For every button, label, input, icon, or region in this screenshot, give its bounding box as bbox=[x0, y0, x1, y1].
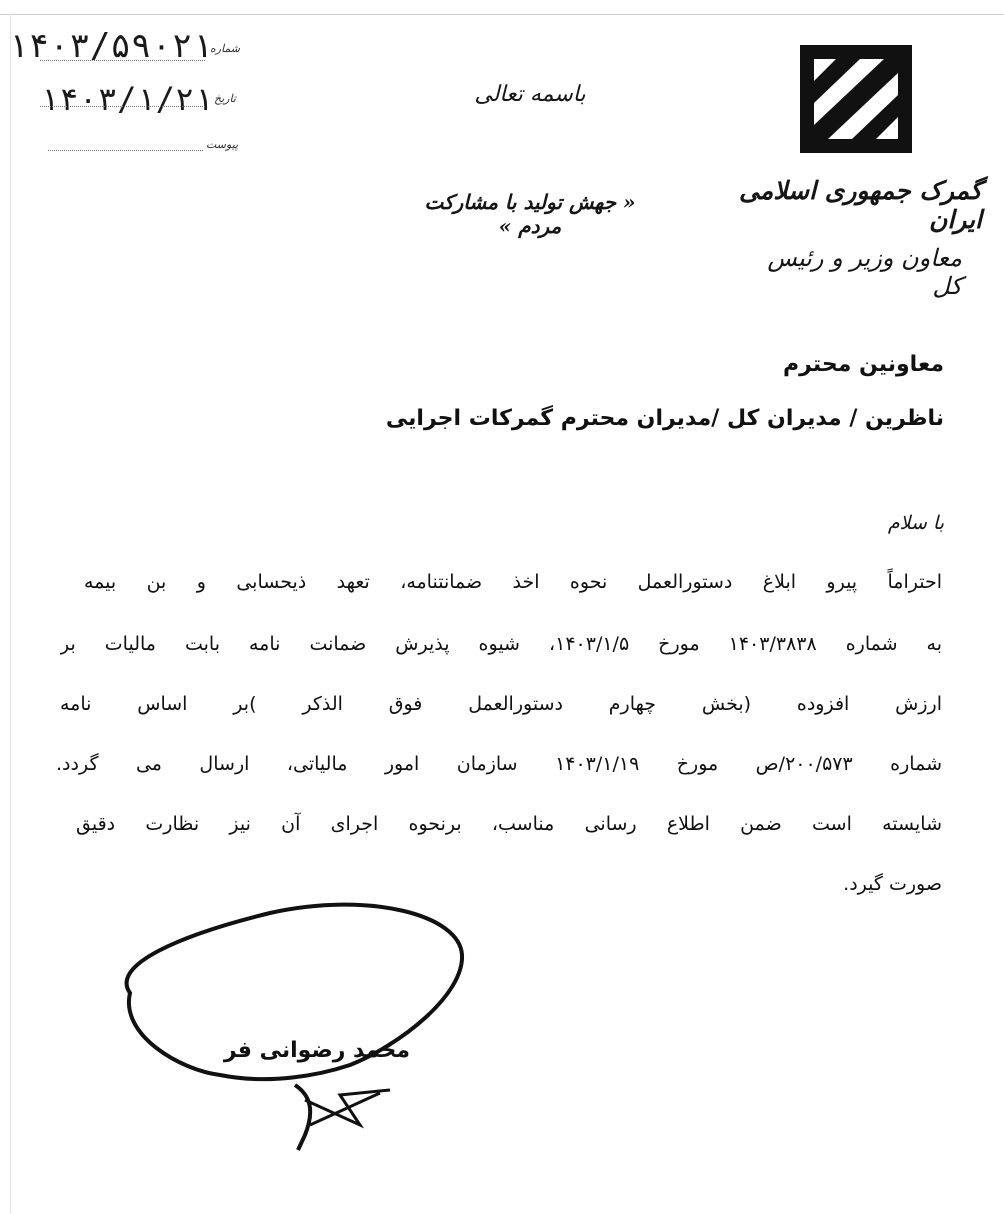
letter-date-label: تاریخ bbox=[214, 92, 236, 105]
letter-number-label: شماره bbox=[210, 42, 241, 55]
signatory-name: محمد رضوانی فر bbox=[223, 1038, 410, 1063]
body-line: شماره ۲۰۰/۵۷۳/ص مورخ ۱۴۰۳/۱/۱۹ سازمان امور مالیاتی، ارسال می گردد. bbox=[56, 753, 942, 775]
body-line: احتراماً پیرو ابلاغ دستورالعمل نحوه اخذ ضمانتنامه، تعهد ذیحسابی و بن بیمه bbox=[84, 571, 942, 593]
number-dotted-line bbox=[40, 60, 205, 61]
page-top-edge bbox=[0, 0, 1004, 15]
iran-customs-logo bbox=[800, 45, 912, 153]
body-line: شایسته است ضمن اطلاع رسانی مناسب، برنحوه اجرای آن نیز نظارت دقیق bbox=[76, 813, 942, 835]
page-left-edge bbox=[10, 14, 11, 1214]
attachment-label: پیوست bbox=[206, 138, 239, 151]
greeting-text: با سلام bbox=[887, 512, 944, 534]
body-line: صورت گیرد. bbox=[843, 873, 942, 895]
slogan-text: « جهش تولید با مشارکت مردم » bbox=[424, 190, 636, 238]
date-dotted-line bbox=[40, 106, 205, 107]
recipients-line-2: ناظرین / مدیران کل /مدیران محترم گمرکات اجرایی bbox=[385, 406, 944, 431]
office-title: معاون وزیر و رئیس کل bbox=[767, 244, 962, 300]
invocation-text: باسمه تعالی bbox=[474, 82, 586, 107]
body-line: به شماره ۱۴۰۳/۳۸۳۸ مورخ ۱۴۰۳/۱/۵، شیوه پذیرش ضمانت نامه بابت مالیات بر bbox=[60, 633, 942, 655]
handwritten-signature bbox=[100, 895, 480, 1155]
recipients-line-1: معاونین محترم bbox=[783, 352, 944, 377]
letter-date-value: ۱۴۰۳/۱/۲۱ bbox=[40, 80, 214, 118]
attachment-dotted-line bbox=[48, 150, 203, 151]
organization-name: گمرک جمهوری اسلامی ایران bbox=[739, 176, 982, 234]
body-line: ارزش افزوده (بخش چهارم دستورالعمل فوق الذکر )بر اساس نامه bbox=[60, 693, 942, 715]
letter-number-value: ۱۴۰۳/۵۹۰۲۱ bbox=[8, 26, 213, 66]
